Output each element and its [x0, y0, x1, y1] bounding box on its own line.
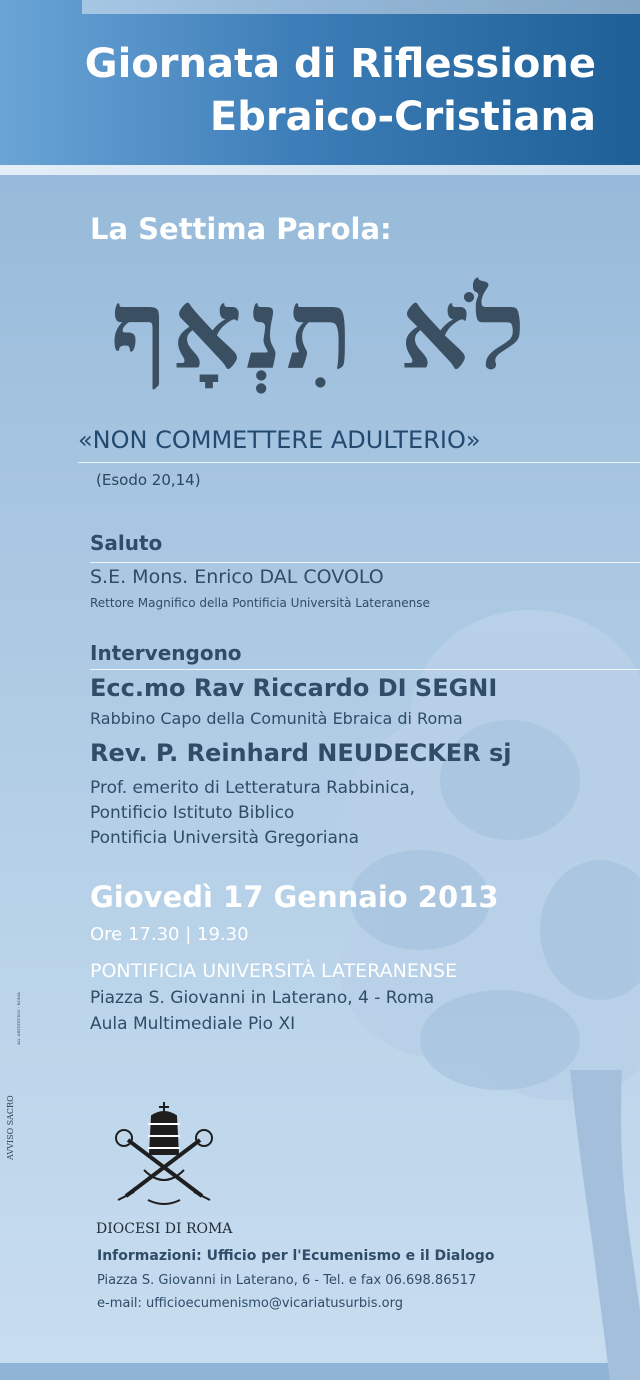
subtitle: La Settima Parola:	[90, 212, 392, 246]
saluto-name: S.E. Mons. Enrico DAL COVOLO	[90, 566, 384, 588]
saluto-label: Saluto	[90, 531, 163, 555]
title-line-2: Ebraico-Cristiana	[209, 94, 596, 140]
header-top-strip	[82, 0, 640, 14]
speaker-1-role: Rabbino Capo della Comunità Ebraica di Roma	[90, 709, 463, 728]
event-date: Giovedì 17 Gennaio 2013	[90, 880, 499, 914]
divider	[78, 462, 640, 463]
speaker-2-role-line-2: Pontificio Istituto Biblico	[90, 803, 295, 823]
info-address: Piazza S. Giovanni in Laterano, 6 - Tel. e fax 06.698.86517	[97, 1273, 477, 1288]
speaker-2-role-line-1: Prof. emerito di Letteratura Rabbinica,	[90, 778, 416, 798]
speaker-2-role-line-3: Pontificia Università Gregoriana	[90, 828, 360, 848]
info-email[interactable]: e-mail: ufficioecumenismo@vicariatusurbis.org	[97, 1296, 403, 1311]
avviso-sacro-label: AVVISO SACRO	[6, 1095, 15, 1160]
event-room: Aula Multimediale Pio XI	[90, 1014, 296, 1034]
intervengono-label: Intervengono	[90, 641, 242, 665]
diocese-caption: DIOCESI DI ROMA	[96, 1221, 233, 1237]
speaker-2-name: Rev. P. Reinhard NEUDECKER sj	[90, 739, 512, 767]
print-note: AO. ARTEDITION - ROMA	[16, 992, 21, 1045]
speaker-1-name: Ecc.mo Rav Riccardo DI SEGNI	[90, 674, 498, 702]
hebrew-commandment: לֹא תִנְאָף	[110, 265, 530, 394]
title-line-1: Giornata di Riflessione	[84, 41, 596, 87]
saluto-role: Rettore Magnifico della Pontificia Università Lateranense	[90, 596, 430, 610]
info-heading: Informazioni: Ufficio per l'Ecumenismo e il Dialogo	[97, 1248, 495, 1264]
papal-coat-of-arms-icon	[108, 1100, 220, 1210]
commandment-translation: «NON COMMETTERE ADULTERIO»	[78, 426, 481, 454]
event-address: Piazza S. Giovanni in Laterano, 4 - Roma	[90, 988, 435, 1008]
header-bottom-strip	[0, 165, 640, 175]
event-time: Ore 17.30 | 19.30	[90, 924, 249, 945]
event-venue: PONTIFICIA UNIVERSITÀ LATERANENSE	[90, 960, 458, 982]
bible-reference: (Esodo 20,14)	[96, 471, 201, 489]
divider	[90, 562, 640, 563]
divider	[90, 669, 640, 670]
